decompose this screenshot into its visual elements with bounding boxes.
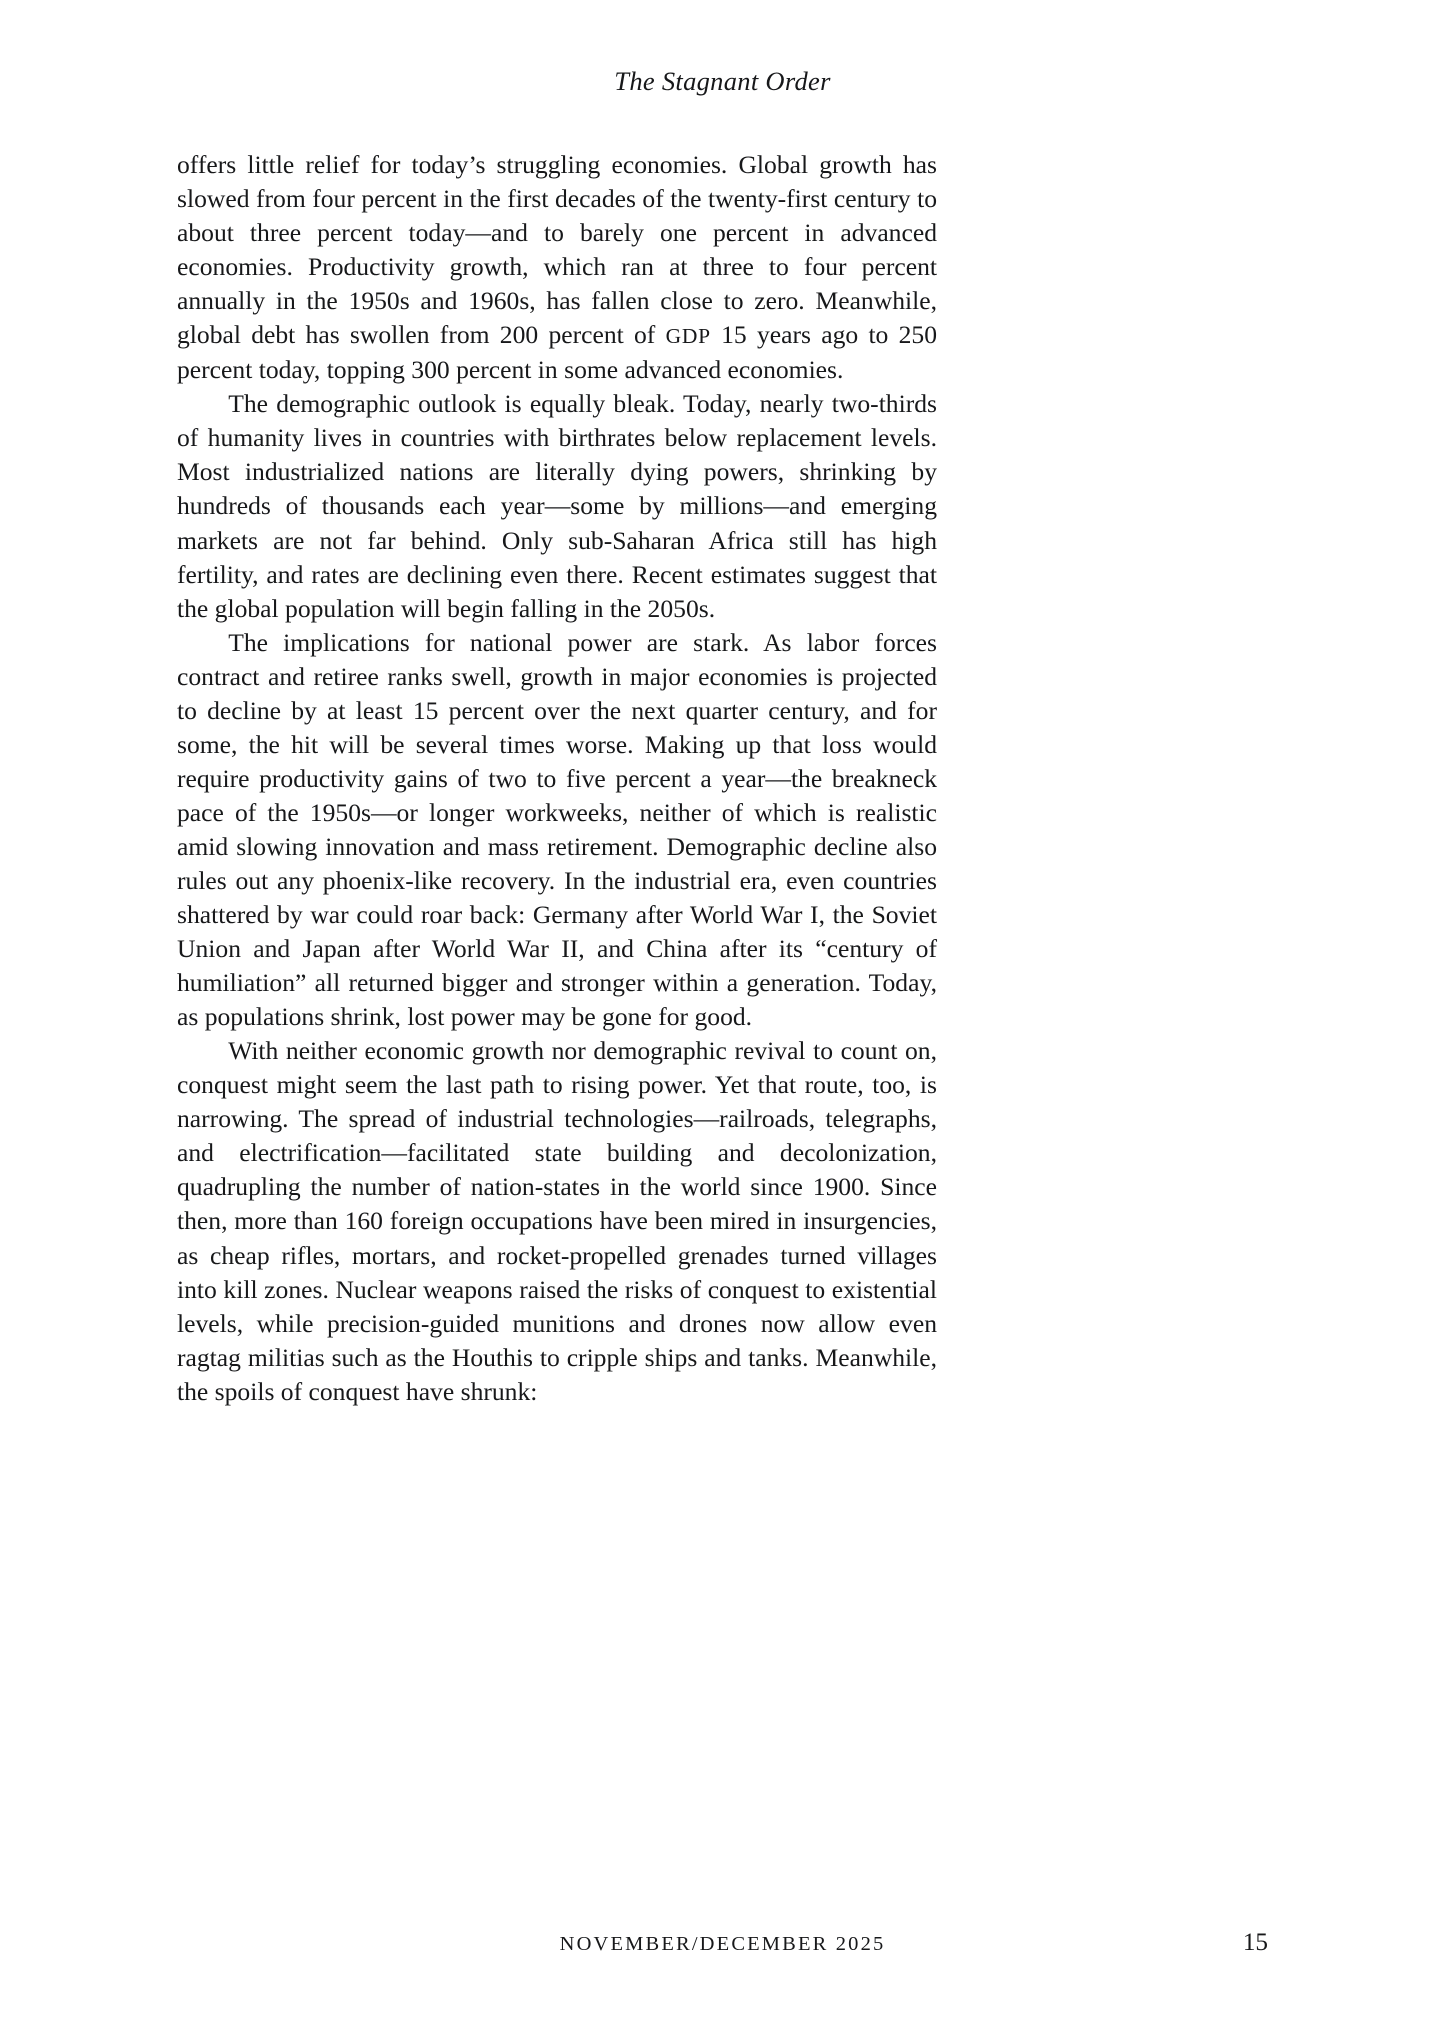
issue-date: NOVEMBER/DECEMBER 2025 — [559, 1933, 886, 1955]
paragraph-2: The demographic outlook is equally bleak. Today, nearly two-thirds of humanity lives in countries with birthrates below replacement levels. Most industrialized nations are literally dying powers, shrinking by hundreds of thousands each year—some by millions—and emerging markets are not far behind. Only sub-Saharan Africa still has high fertility, and rates are declining even there. Recent estimates suggest that the global population will begin falling in the 2050s. — [177, 389, 937, 623]
paragraph-1: offers little relief for today’s struggling economies. Global growth has slowed from four percent in the first decades of the twenty-first century to about three percent today—and to barely one percent in advanced economies. Productivity growth, which ran at three to four percent annually in the 1950s and 1960s, has fallen close to zero. Meanwhile, global debt has swollen from 200 percent of GDP 15 years ago to 250 percent today, topping 300 percent in some advanced economies. — [177, 150, 937, 385]
body-text-block — [177, 148, 937, 1409]
paragraph-3: The implications for national power are stark. As labor forces contract and retiree ranks swell, growth in major economies is projected to decline by at least 15 percent over the next quarter century, and for some, the hit will be several times worse. Making up that loss would require productivity gains of two to five percent a year—the breakneck pace of the 1950s—or longer workweeks, neither of which is realistic amid slowing innovation and mass retirement. Demographic decline also rules out any phoenix-like recovery. In the industrial era, even countries shattered by war could roar back: Germany after World War I, the Soviet Union and Japan after World War II, and China after its “century of humiliation” all returned bigger and stronger within a generation. Today, as populations shrink, lost power may be gone for good. — [177, 627, 937, 1032]
small-caps-acronym: GDP — [665, 324, 711, 349]
running-head: The Stagnant Order — [614, 66, 831, 96]
page-footer — [0, 1929, 1445, 1968]
paragraph-4: With neither economic growth nor demographic revival to count on, conquest might seem the last path to rising power. Yet that route, too, is narrowing. The spread of industrial technologies—railroads, telegraphs, and electrification—facilitated state building and decolonization, quadrupling the number of nation-states in the world since 1900. Since then, more than 160 foreign occupations have been mired in insurgencies, as cheap rifles, mortars, and rocket-propelled grenades turned villages into kill zones. Nuclear weapons raised the risks of conquest to existential levels, while precision-guided munitions and drones now allow even ragtag militias such as the Houthis to cripple ships and tanks. Meanwhile, the spoils of conquest have shrunk: — [177, 1036, 937, 1406]
page-number: 15 — [1242, 1929, 1268, 1956]
